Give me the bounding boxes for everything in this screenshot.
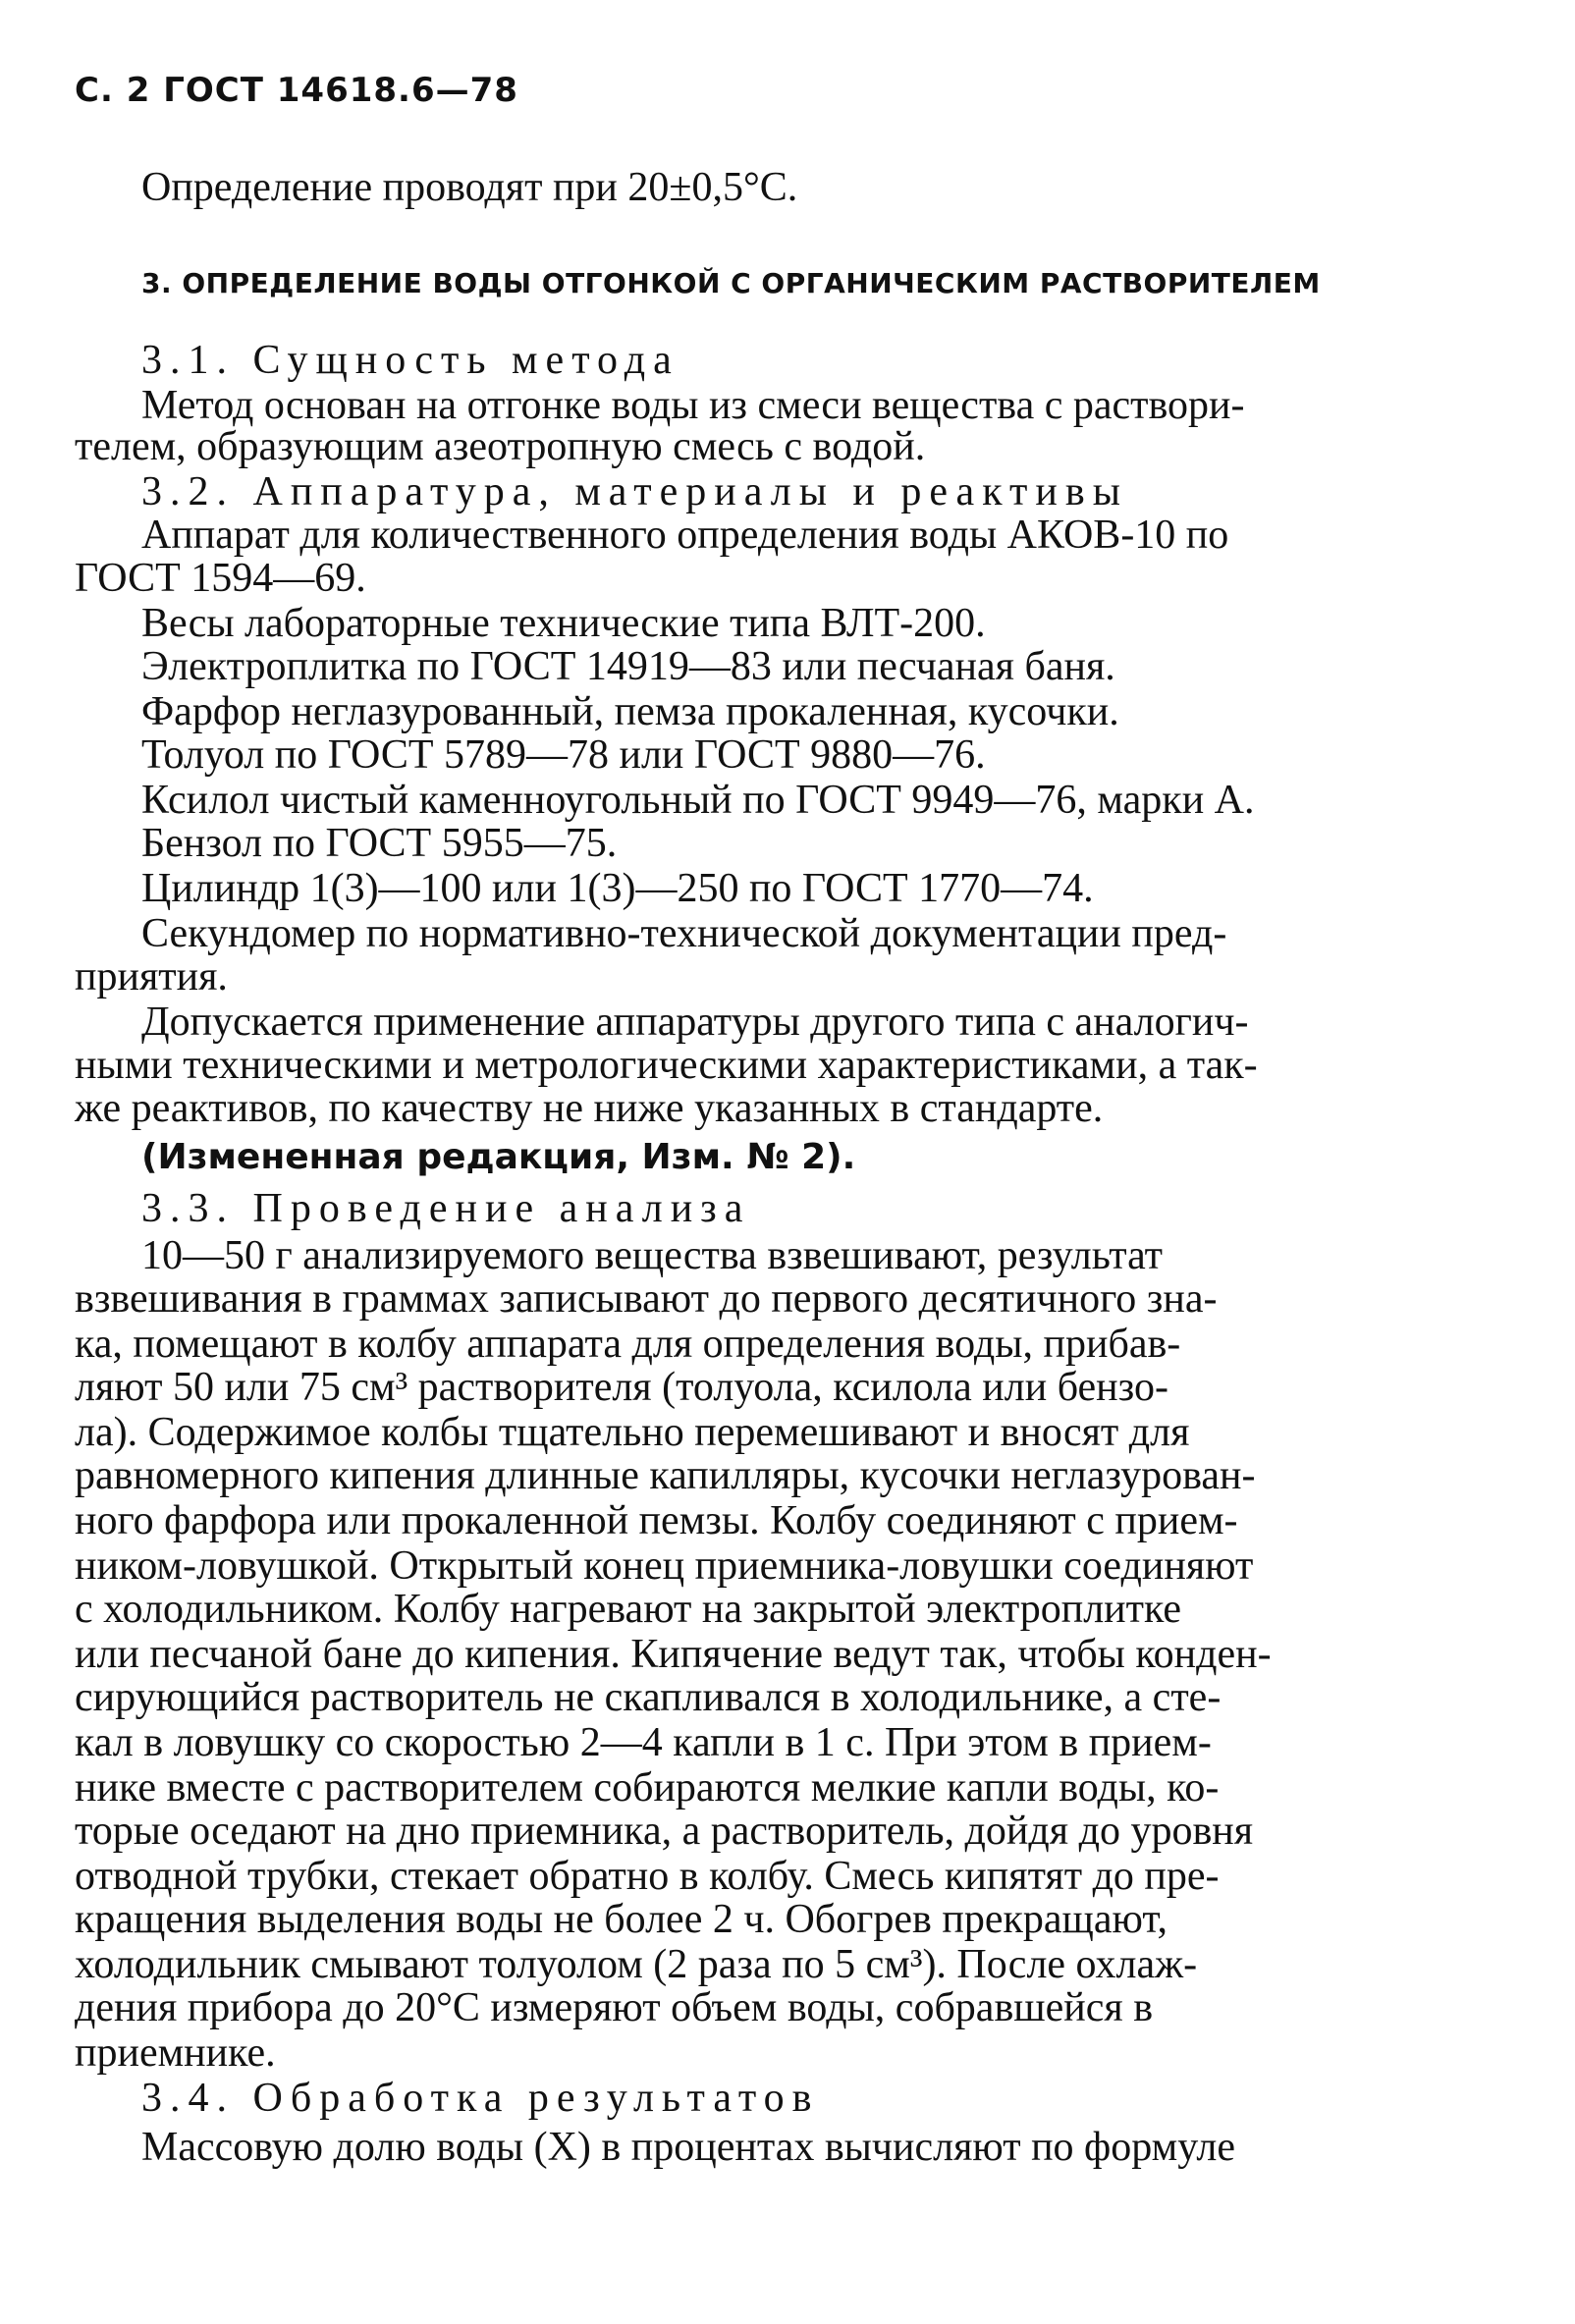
section-3-title: 3. ОПРЕДЕЛЕНИЕ ВОДЫ ОТГОНКОЙ С ОРГАНИЧЕСКИМ РАСТВОРИТЕЛЕМ	[141, 267, 1321, 299]
text-line: взвешивания в граммах записывают до первого десятичного зна-	[75, 1276, 1218, 1322]
text-line: Массовую долю воды (X) в процентах вычисляют по формуле	[141, 2125, 1235, 2170]
text-line: Толуол по ГОСТ 5789—78 или ГОСТ 9880—76.	[141, 732, 986, 778]
text-line: приемнике.	[75, 2030, 276, 2076]
text-line: дения прибора до 20°С измеряют объем воды, собравшейся в	[75, 1985, 1154, 2030]
text-line: нике вместе с растворителем собираются мелкие капли воды, ко-	[75, 1765, 1220, 1811]
page-header: С. 2 ГОСТ 14618.6—78	[75, 71, 518, 110]
text-line: или песчаной бане до кипения. Кипячение ведут так, чтобы конден-	[75, 1632, 1272, 1677]
text-line: ником-ловушкой. Открытый конец приемника-ловушки соединяют	[75, 1543, 1254, 1589]
text-line: кал в ловушку со скоростью 2—4 капли в 1 с. При этом в прием-	[75, 1720, 1212, 1765]
text-line: Метод основан на отгонке воды из смеси вещества с раствори-	[141, 383, 1245, 428]
text-line: Весы лабораторные технические типа ВЛТ-200.	[141, 601, 986, 646]
subsection-3-4-heading: 3.4. Обработка результатов	[141, 2076, 820, 2121]
intro-line: Определение проводят при 20±0,5°С.	[141, 165, 798, 210]
subsection-3-3-heading: 3.3. Проведение анализа	[141, 1186, 751, 1231]
text-line: Электроплитка по ГОСТ 14919—83 или песчаная баня.	[141, 644, 1115, 689]
text-line: холодильник смывают толуолом (2 раза по 5 см³). После охлаж-	[75, 1942, 1198, 1987]
text-line: равномерного кипения длинные капилляры, кусочки неглазурован-	[75, 1453, 1256, 1498]
text-line: ного фарфора или прокаленной пемзы. Колбу соединяют с прием-	[75, 1498, 1238, 1543]
text-line: Аппарат для количественного определения воды АКОВ-10 по	[141, 513, 1229, 558]
text-line: Допускается применение аппаратуры другого типа с аналогич-	[141, 1000, 1249, 1045]
text-line: кращения выделения воды не более 2 ч. Обогрев прекращают,	[75, 1897, 1168, 1942]
text-line: торые оседают на дно приемника, а растворитель, дойдя до уровня	[75, 1809, 1254, 1854]
text-line: ГОСТ 1594—69.	[75, 556, 366, 601]
text-line: отводной трубки, стекает обратно в колбу. Смесь кипятят до пре-	[75, 1854, 1220, 1899]
text-line: сирующийся растворитель не скапливался в холодильнике, а сте-	[75, 1675, 1222, 1720]
text-line: ла). Содержимое колбы тщательно перемешивают и вносят для	[75, 1410, 1190, 1455]
text-line: приятия.	[75, 954, 228, 1000]
subsection-3-2-heading: 3.2. Аппаратура, материалы и реактивы	[141, 469, 1128, 514]
text-line: телем, образующим азеотропную смесь с водой.	[75, 424, 926, 469]
text-line: ными техническими и метрологическими характеристиками, а так-	[75, 1043, 1258, 1088]
text-line: ка, помещают в колбу аппарата для определения воды, прибав-	[75, 1322, 1181, 1367]
text-line: 10—50 г анализируемого вещества взвешивают, результат	[141, 1233, 1164, 1278]
text-line: Бензол по ГОСТ 5955—75.	[141, 821, 618, 866]
text-line: Цилиндр 1(3)—100 или 1(3)—250 по ГОСТ 1770—74.	[141, 866, 1094, 911]
text-line: ляют 50 или 75 см³ растворителя (толуола, ксилола или бензо-	[75, 1365, 1168, 1410]
text-line: Секундомер по нормативно-технической документации пред-	[141, 911, 1227, 956]
amendment-note: (Измененная редакция, Изм. № 2).	[141, 1137, 856, 1177]
text-line: Ксилол чистый каменноугольный по ГОСТ 9949—76, марки А.	[141, 778, 1255, 823]
text-line: Фарфор неглазурованный, пемза прокаленная, кусочки.	[141, 689, 1119, 734]
text-line: же реактивов, по качеству не ниже указанных в стандарте.	[75, 1086, 1104, 1131]
text-line: с холодильником. Колбу нагревают на закрытой электроплитке	[75, 1587, 1181, 1632]
subsection-3-1-heading: 3.1. Сущность метода	[141, 338, 679, 383]
